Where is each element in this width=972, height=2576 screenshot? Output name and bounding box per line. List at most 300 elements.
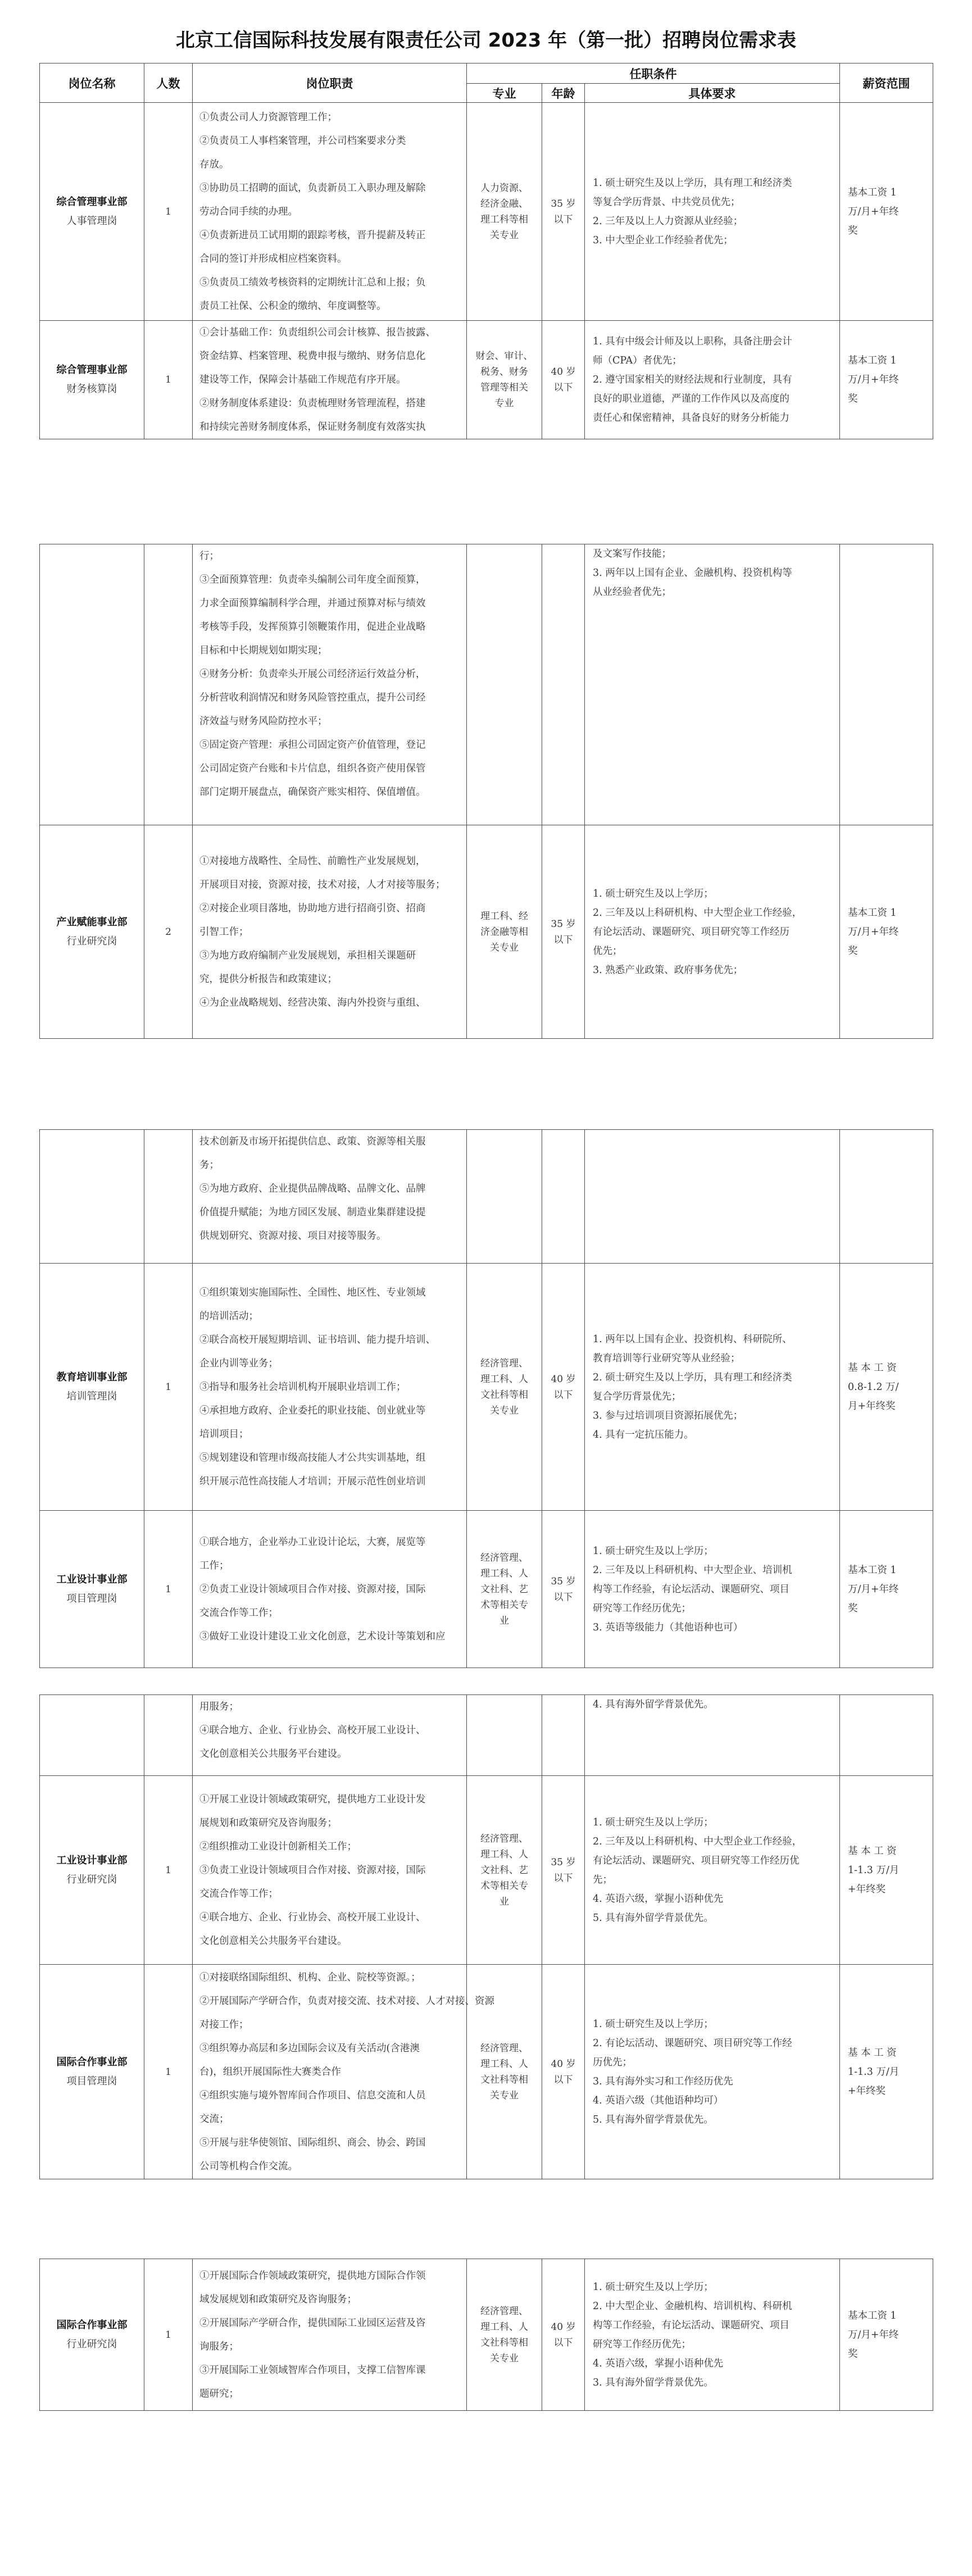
req-line: 有论坛活动、课题研究、项目研究等工作经历优 bbox=[593, 1855, 800, 1866]
age-cell bbox=[542, 825, 585, 1039]
major-cell bbox=[467, 1695, 542, 1776]
duty-line: ①联合地方，企业举办工业设计论坛，大赛，展览等 bbox=[199, 1536, 426, 1548]
major-line: 理工科、人 bbox=[480, 2058, 528, 2070]
req-line: 先； bbox=[593, 1874, 612, 1886]
req-line: 师（CPA）者优先； bbox=[593, 355, 682, 366]
major-line: 术等相关专 bbox=[480, 1880, 528, 1892]
req-line: 3. 具有海外留学背景优先。 bbox=[593, 2377, 714, 2388]
duty-line: ②负责工业设计领域项目合作对接、资源对接，国际 bbox=[199, 1583, 426, 1595]
req-line: 研究等工作经历优先； bbox=[593, 2338, 691, 2350]
position-cell bbox=[40, 1511, 144, 1668]
duty-line: 交流合作等工作； bbox=[199, 1607, 278, 1619]
duty-cell bbox=[193, 1695, 467, 1776]
position-cell bbox=[40, 103, 144, 321]
duty-line: 公司固定资产台账和卡片信息，组织各资产使用保管 bbox=[199, 763, 426, 774]
major-line: 文社科等相 bbox=[480, 2074, 528, 2086]
department-name: 教育培训事业部 bbox=[56, 1371, 128, 1383]
age-cell bbox=[542, 1695, 585, 1776]
requirements-cell bbox=[585, 1695, 840, 1776]
major-line: 文社科、艺 bbox=[480, 1864, 528, 1876]
duty-line: 域发展规划和政策研究及咨询服务； bbox=[199, 2293, 357, 2305]
requirements-cell bbox=[585, 1965, 840, 2179]
age-line: 35 岁 bbox=[551, 1575, 576, 1587]
duty-line: 劳动合同手续的办理。 bbox=[199, 206, 298, 217]
req-line: 3. 英语等级能力（其他语种也可） bbox=[593, 1621, 743, 1633]
count-cell bbox=[144, 1130, 193, 1264]
req-line: 1. 硕士研究生及以上学历； bbox=[593, 888, 714, 899]
major-line: 关专业 bbox=[490, 2352, 519, 2364]
major-line: 业 bbox=[499, 1615, 509, 1627]
post-name: 行业研究岗 bbox=[66, 935, 117, 947]
age-cell bbox=[542, 103, 585, 321]
requirements-cell bbox=[585, 1130, 840, 1264]
req-line: 历优先； bbox=[593, 2056, 632, 2068]
major-line: 关专业 bbox=[490, 942, 519, 953]
major-cell bbox=[467, 1130, 542, 1264]
table-row bbox=[40, 103, 933, 321]
major-cell bbox=[467, 321, 542, 439]
age-cell bbox=[542, 1264, 585, 1511]
department-name: 综合管理事业部 bbox=[56, 364, 128, 376]
requirements-cell bbox=[585, 1264, 840, 1511]
duty-line: 资金结算、档案管理、税费申报与缴纳、财务信息化 bbox=[199, 351, 426, 362]
duty-line: ④联合地方、企业、行业协会、高校开展工业设计、 bbox=[199, 1725, 426, 1736]
age-cell bbox=[542, 1965, 585, 2179]
post-name: 培训管理岗 bbox=[66, 1390, 117, 1402]
req-line: 构等工作经验，有论坛活动、课题研究、项目 bbox=[593, 2319, 789, 2331]
major-line: 业 bbox=[499, 1896, 509, 1907]
duty-line: ⑤开展与驻华使领馆、国际组织、商会、协会、跨国 bbox=[199, 2137, 426, 2148]
duty-line: 企业内训等业务； bbox=[199, 1357, 278, 1369]
department-name: 国际合作事业部 bbox=[56, 2319, 128, 2331]
document-title: 北京工信国际科技发展有限责任公司 2023 年（第一批）招聘岗位需求表 bbox=[175, 29, 797, 52]
job-table-section-2 bbox=[39, 544, 933, 1039]
major-line: 关专业 bbox=[490, 1405, 519, 1416]
salary-line: 基 本 工 资 bbox=[848, 2047, 897, 2059]
duty-line: ①开展工业设计领域政策研究，提供地方工业设计发 bbox=[199, 1793, 426, 1805]
duty-line: 开展项目对接，资源对接，技术对接，人才对接等服务； bbox=[199, 879, 446, 891]
post-name: 行业研究岗 bbox=[66, 1873, 117, 1886]
major-line: 理工科、人 bbox=[480, 2321, 528, 2333]
duty-line: ②对接企业项目落地，协助地方进行招商引资、招商 bbox=[199, 902, 426, 914]
req-line: 2. 三年及以上科研机构、中大型企业工作经验， bbox=[593, 907, 802, 919]
req-line: 3. 参与过培训项目资源拓展优先； bbox=[593, 1410, 743, 1421]
table-row bbox=[40, 1264, 933, 1511]
salary-line: 0.8-1.2 万/ bbox=[848, 1381, 899, 1393]
req-line: 有论坛活动、课题研究、项目研究等工作经历 bbox=[593, 926, 789, 938]
duty-line: 究，提供分析报告和政策建议； bbox=[199, 973, 337, 985]
req-line: 3. 具有海外实习和工作经历优先 bbox=[593, 2075, 733, 2087]
req-line: 5. 具有海外留学背景优先。 bbox=[593, 2114, 714, 2125]
duty-line: ④承担地方政府、企业委托的职业技能、创业就业等 bbox=[199, 1405, 426, 1416]
table-row bbox=[40, 825, 933, 1039]
salary-line: +年终奖 bbox=[848, 2085, 886, 2097]
department-name: 国际合作事业部 bbox=[56, 2056, 128, 2068]
major-cell bbox=[467, 2259, 542, 2411]
duty-line: ④财务分析：负责牵头开展公司经济运行效益分析， bbox=[199, 669, 426, 680]
duty-line: ①对接联络国际组织、机构、企业、院校等资源。； bbox=[199, 1971, 421, 1983]
header-duty: 岗位职责 bbox=[193, 63, 467, 103]
duty-line: 工作； bbox=[199, 1560, 229, 1571]
duty-line: ⑤负责员工绩效考核资料的定期统计汇总和上报；负 bbox=[199, 276, 426, 288]
req-line: 1. 两年以上国有企业、投资机构、科研院所、 bbox=[593, 1333, 792, 1345]
table-row bbox=[40, 1776, 933, 1965]
table-row bbox=[40, 1130, 933, 1264]
req-line: 2. 硕士研究生及以上学历，具有理工和经济类 bbox=[593, 1371, 792, 1383]
duty-line: 力求全面预算编制科学合理，并通过预算对标与绩效 bbox=[199, 598, 426, 609]
salary-cell bbox=[840, 1965, 933, 2179]
duty-line: 引智工作； bbox=[199, 926, 249, 938]
age-line: 40 岁 bbox=[551, 2058, 576, 2070]
count-cell: 1 bbox=[144, 1511, 193, 1668]
major-line: 关专业 bbox=[490, 2089, 519, 2101]
count-cell: 1 bbox=[144, 321, 193, 439]
position-cell bbox=[40, 2259, 144, 2411]
duty-line: 台)，组织开展国际性大赛类合作 bbox=[199, 2066, 341, 2078]
duty-line: ③组织筹办高层和多边国际会议及有关活动(含港澳 bbox=[199, 2042, 420, 2054]
req-line: 1. 硕士研究生及以上学历； bbox=[593, 1545, 714, 1557]
requirements-cell bbox=[585, 321, 840, 439]
duty-line: 织开展示范性高技能人才培训；开展示范性创业培训 bbox=[199, 1475, 426, 1487]
position-cell bbox=[40, 1264, 144, 1511]
duty-line: 展规划和政策研究及咨询服务； bbox=[199, 1817, 337, 1829]
major-line: 财会、审计、 bbox=[475, 351, 533, 362]
duty-cell bbox=[193, 1511, 467, 1668]
requirements-cell bbox=[585, 2259, 840, 2411]
major-cell bbox=[467, 1264, 542, 1511]
duty-line: ③为地方政府编制产业发展规划，承担相关课题研 bbox=[199, 949, 416, 961]
duty-line: ①会计基础工作：负责组织公司会计核算、报告披露、 bbox=[199, 327, 435, 338]
age-cell bbox=[542, 321, 585, 439]
duty-line: ①负责公司人力资源管理工作； bbox=[199, 111, 337, 123]
count-cell: 1 bbox=[144, 1776, 193, 1965]
header-conditions: 任职条件 bbox=[467, 63, 840, 84]
duty-line: 的培训活动； bbox=[199, 1310, 258, 1322]
salary-line: 万/月+年终 bbox=[848, 374, 899, 385]
age-line: 以下 bbox=[553, 2074, 573, 2086]
duty-line: ③负责工业设计领域项目合作对接、资源对接，国际 bbox=[199, 1864, 426, 1876]
major-line: 经济管理、 bbox=[480, 2042, 528, 2054]
req-line: 3. 两年以上国有企业、金融机构、投资机构等 bbox=[593, 567, 792, 579]
post-name: 行业研究岗 bbox=[66, 2338, 117, 2350]
duty-line: ②组织推动工业设计创新相关工作； bbox=[199, 1841, 357, 1852]
table-row bbox=[40, 1695, 933, 1776]
age-cell bbox=[542, 1511, 585, 1668]
duty-line: 询服务； bbox=[199, 2341, 239, 2352]
job-table-section-1 bbox=[39, 63, 933, 439]
department-name: 产业赋能事业部 bbox=[56, 916, 128, 928]
duty-cell bbox=[193, 1264, 467, 1511]
salary-line: 基本工资 1 bbox=[848, 1564, 897, 1576]
major-line: 税务、财务 bbox=[480, 366, 528, 378]
req-line: 构等工作经验，有论坛活动、课题研究、项目 bbox=[593, 1583, 789, 1595]
salary-line: 基 本 工 资 bbox=[848, 1845, 897, 1857]
req-line: 优先； bbox=[593, 945, 623, 957]
req-line: 4. 英语六级，掌握小语种优先 bbox=[593, 2357, 724, 2369]
major-line: 专业 bbox=[494, 398, 514, 409]
age-line: 以下 bbox=[553, 2337, 573, 2348]
age-line: 以下 bbox=[553, 1872, 573, 1884]
req-line: 从业经验者优先； bbox=[593, 587, 671, 598]
table-row bbox=[40, 1511, 933, 1668]
post-name: 项目管理岗 bbox=[66, 1592, 117, 1605]
major-line: 人力资源、 bbox=[480, 182, 528, 194]
duty-line: ②负责员工人事档案管理，并公司档案要求分类 bbox=[199, 135, 406, 147]
duty-line: ②开展国际产学研合作，提供国际工业园区运营及咨 bbox=[199, 2317, 426, 2329]
salary-line: 万/月+年终 bbox=[848, 1583, 899, 1595]
requirements-cell bbox=[585, 103, 840, 321]
duty-line: ⑤为地方政府、企业提供品牌战略、品牌文化、品牌 bbox=[199, 1183, 426, 1194]
salary-cell bbox=[840, 2259, 933, 2411]
count-cell bbox=[144, 1695, 193, 1776]
duty-line: ③协助员工招聘的面试，负责新员工入职办理及解除 bbox=[199, 182, 426, 194]
major-line: 理工科等相 bbox=[480, 213, 528, 225]
duty-line: ①组织策划实施国际性、全国性、地区性、专业领域 bbox=[199, 1287, 426, 1298]
duty-cell bbox=[193, 544, 467, 825]
salary-cell bbox=[840, 1776, 933, 1965]
major-line: 经济管理、 bbox=[480, 1552, 528, 1564]
age-line: 40 岁 bbox=[551, 366, 576, 378]
duty-line: 价值提升赋能；为地方园区发展、制造业集群建设提 bbox=[199, 1207, 426, 1218]
duty-line: 培训项目； bbox=[199, 1428, 249, 1440]
count-cell: 1 bbox=[144, 1965, 193, 2179]
salary-line: 基 本 工 资 bbox=[848, 1362, 897, 1374]
post-name: 财务核算岗 bbox=[66, 383, 117, 395]
position-cell bbox=[40, 1130, 144, 1264]
duty-line: 用服务； bbox=[199, 1701, 239, 1712]
age-line: 35 岁 bbox=[551, 198, 576, 210]
major-line: 经济管理、 bbox=[480, 2305, 528, 2317]
req-line: 及文案写作技能； bbox=[593, 548, 671, 560]
job-table-section-5 bbox=[39, 2259, 933, 2411]
requirements-cell bbox=[585, 544, 840, 825]
major-line: 经济管理、 bbox=[480, 1357, 528, 1369]
count-cell bbox=[144, 544, 193, 825]
req-line: 2. 三年及以上科研机构、中大型企业、培训机 bbox=[593, 1564, 792, 1576]
duty-line: 和持续完善财务制度体系，保证财务制度有效落实执 bbox=[199, 421, 426, 433]
age-line: 35 岁 bbox=[551, 1856, 576, 1868]
header-position: 岗位名称 bbox=[40, 63, 144, 103]
position-cell bbox=[40, 1695, 144, 1776]
department-name: 工业设计事业部 bbox=[56, 1573, 128, 1585]
duty-line: 部门定期开展盘点，确保资产账实相符、保值增值。 bbox=[199, 787, 426, 798]
major-line: 经济金融、 bbox=[480, 198, 528, 210]
duty-line: 交流合作等工作； bbox=[199, 1888, 278, 1900]
major-line: 经济管理、 bbox=[480, 1833, 528, 1844]
salary-line: 月+年终奖 bbox=[848, 1400, 896, 1412]
age-line: 35 岁 bbox=[551, 918, 576, 930]
duty-line: ②开展国际产学研合作，负责对接交流、技术对接、人才对接、资源 bbox=[199, 1995, 494, 2007]
major-line: 理工科、人 bbox=[480, 1848, 528, 1860]
header-major: 专业 bbox=[467, 84, 542, 103]
major-line: 文社科、艺 bbox=[480, 1583, 528, 1595]
duty-line: ①开展国际合作领域政策研究，提供地方国际合作领 bbox=[199, 2270, 426, 2282]
duty-line: 济效益与财务风险防控水平； bbox=[199, 716, 328, 727]
duty-line: 公司等机构合作交流。 bbox=[199, 2160, 298, 2172]
age-line: 40 岁 bbox=[551, 2321, 576, 2333]
duty-line: ①对接地方战略性、全局性、前瞻性产业发展规划， bbox=[199, 855, 426, 867]
duty-line: ②联合高校开展短期培训、证书培训、能力提升培训、 bbox=[199, 1334, 435, 1346]
duty-line: 分析营收利润情况和财务风险管控重点，提升公司经 bbox=[199, 692, 426, 703]
req-line: 责任心和保密精神，具备良好的财务分析能力 bbox=[593, 412, 789, 424]
age-cell bbox=[542, 544, 585, 825]
duty-line: 责员工社保、公积金的缴纳、年度调整等。 bbox=[199, 300, 387, 312]
salary-line: 基本工资 1 bbox=[848, 907, 897, 919]
duty-line: ③做好工业设计建设工业文化创意，艺术设计等策划和应 bbox=[199, 1630, 446, 1642]
duty-cell bbox=[193, 825, 467, 1039]
salary-cell bbox=[840, 825, 933, 1039]
duty-line: 对接工作； bbox=[199, 2019, 249, 2030]
salary-cell bbox=[840, 1130, 933, 1264]
req-line: 4. 英语六级（其他语种均可） bbox=[593, 2095, 724, 2106]
age-line: 以下 bbox=[553, 934, 573, 946]
duty-line: 行； bbox=[199, 551, 219, 562]
duty-cell bbox=[193, 1776, 467, 1965]
header-count: 人数 bbox=[144, 63, 193, 103]
salary-line: 奖 bbox=[848, 1602, 858, 1614]
salary-cell bbox=[840, 1511, 933, 1668]
req-line: 1. 硕士研究生及以上学历； bbox=[593, 2018, 714, 2030]
duty-line: 文化创意相关公共服务平台建设。 bbox=[199, 1748, 347, 1760]
salary-line: 基本工资 1 bbox=[848, 187, 897, 198]
table-row bbox=[40, 2259, 933, 2411]
salary-line: 基本工资 1 bbox=[848, 355, 897, 366]
req-line: 教育培训等行业研究等从业经验； bbox=[593, 1352, 741, 1364]
req-line: 2. 遵守国家相关的财经法规和行业制度，具有 bbox=[593, 374, 792, 385]
duty-line: 供规划研究、资源对接、项目对接等服务。 bbox=[199, 1230, 387, 1242]
duty-line: ④负责新进员工试用期的跟踪考核，晋升提薪及转正 bbox=[199, 229, 426, 241]
salary-line: 万/月+年终 bbox=[848, 926, 899, 938]
age-line: 40 岁 bbox=[551, 1373, 576, 1385]
req-line: 4. 具有海外留学背景优先。 bbox=[593, 1699, 714, 1710]
salary-line: 奖 bbox=[848, 2348, 858, 2360]
duty-line: 考核等手段，发挥预算引领鞭策作用，促进企业战略 bbox=[199, 621, 426, 633]
duty-cell bbox=[193, 103, 467, 321]
duty-line: ⑤规划建设和管理市级高技能人才公共实训基地，组 bbox=[199, 1452, 426, 1464]
major-cell bbox=[467, 1776, 542, 1965]
job-table-section-4 bbox=[39, 1694, 933, 2179]
req-line: 1. 硕士研究生及以上学历； bbox=[593, 2281, 714, 2293]
requirements-cell bbox=[585, 825, 840, 1039]
duty-line: ④组织实施与境外智库间合作项目、信息交流和人员 bbox=[199, 2089, 426, 2101]
salary-line: 1-1.3 万/月 bbox=[848, 1864, 900, 1876]
duty-cell bbox=[193, 321, 467, 439]
major-line: 管理等相关 bbox=[480, 382, 528, 393]
salary-line: 奖 bbox=[848, 225, 858, 237]
count-cell: 1 bbox=[144, 1264, 193, 1511]
count-cell: 2 bbox=[144, 825, 193, 1039]
position-cell bbox=[40, 1965, 144, 2179]
duty-line: 建设等工作，保障会计基础工作规范有序开展。 bbox=[199, 374, 406, 385]
age-line: 以下 bbox=[553, 213, 573, 225]
duty-line: ④联合地方、企业、行业协会、高校开展工业设计、 bbox=[199, 1911, 426, 1923]
post-name: 项目管理岗 bbox=[66, 2075, 117, 2087]
header-requirements: 具体要求 bbox=[585, 84, 840, 103]
req-line: 复合学历背景优先； bbox=[593, 1391, 682, 1402]
major-line: 理工科、经 bbox=[480, 910, 528, 922]
req-line: 4. 具有一定抗压能力。 bbox=[593, 1429, 694, 1441]
major-line: 术等相关专 bbox=[480, 1599, 528, 1611]
salary-cell bbox=[840, 1695, 933, 1776]
position-cell bbox=[40, 544, 144, 825]
req-line: 3. 中大型企业工作经验者优先； bbox=[593, 234, 733, 246]
req-line: 良好的职业道德，严谨的工作作风以及高度的 bbox=[593, 393, 789, 405]
age-line: 以下 bbox=[553, 382, 573, 393]
salary-cell bbox=[840, 544, 933, 825]
req-line: 2. 有论坛活动、课题研究、项目研究等工作经 bbox=[593, 2037, 792, 2049]
header-salary: 薪资范围 bbox=[840, 63, 933, 103]
salary-line: +年终奖 bbox=[848, 1883, 886, 1895]
salary-line: 万/月+年终 bbox=[848, 2329, 899, 2341]
major-line: 文社科等相 bbox=[480, 2337, 528, 2348]
position-cell bbox=[40, 825, 144, 1039]
position-cell bbox=[40, 1776, 144, 1965]
age-line: 以下 bbox=[553, 1591, 573, 1603]
major-line: 文社科等相 bbox=[480, 1389, 528, 1401]
age-cell bbox=[542, 1130, 585, 1264]
age-cell bbox=[542, 2259, 585, 2411]
duty-line: ③全面预算管理：负责牵头编制公司年度全面预算， bbox=[199, 574, 426, 585]
salary-cell bbox=[840, 1264, 933, 1511]
major-cell bbox=[467, 825, 542, 1039]
duty-line: 合同的签订并形成相应档案资料。 bbox=[199, 253, 347, 265]
req-line: 1. 具有中级会计师及以上职称，具备注册会计 bbox=[593, 336, 792, 347]
major-line: 济金融等相 bbox=[480, 926, 528, 938]
salary-line: 1-1.3 万/月 bbox=[848, 2066, 900, 2078]
salary-line: 万/月+年终 bbox=[848, 206, 899, 217]
department-name: 综合管理事业部 bbox=[56, 196, 128, 208]
header-age: 年龄 bbox=[542, 84, 585, 103]
duty-cell bbox=[193, 1965, 494, 2179]
salary-line: 奖 bbox=[848, 393, 858, 405]
table-row bbox=[40, 544, 933, 825]
requirements-cell bbox=[585, 1776, 840, 1965]
req-line: 2. 中大型企业、金融机构、培训机构、科研机 bbox=[593, 2300, 792, 2312]
duty-line: 文化创意相关公共服务平台建设。 bbox=[199, 1935, 347, 1947]
salary-cell bbox=[840, 103, 933, 321]
post-name: 人事管理岗 bbox=[66, 215, 117, 227]
major-line: 理工科、人 bbox=[480, 1373, 528, 1385]
major-cell bbox=[467, 103, 542, 321]
duty-line: 务； bbox=[199, 1160, 219, 1171]
req-line: 等复合学历背景、中共党员优先； bbox=[593, 196, 741, 208]
count-cell: 1 bbox=[144, 103, 193, 321]
table-row bbox=[40, 321, 933, 439]
major-cell bbox=[467, 1511, 542, 1668]
age-cell bbox=[542, 1776, 585, 1965]
duty-line: 题研究； bbox=[199, 2388, 239, 2400]
duty-line: 交流； bbox=[199, 2113, 229, 2125]
req-line: 4. 英语六级，掌握小语种优先 bbox=[593, 1893, 724, 1905]
major-line: 关专业 bbox=[490, 229, 519, 241]
req-line: 1. 硕士研究生及以上学历； bbox=[593, 1816, 714, 1828]
salary-cell bbox=[840, 321, 933, 439]
age-line: 以下 bbox=[553, 1389, 573, 1401]
duty-line: 存放。 bbox=[199, 158, 229, 170]
duty-line: ③指导和服务社会培训机构开展职业培训工作； bbox=[199, 1381, 406, 1393]
department-name: 工业设计事业部 bbox=[56, 1854, 128, 1866]
requirements-cell bbox=[585, 1511, 840, 1668]
duty-cell bbox=[193, 1130, 467, 1264]
duty-line: ③开展国际工业领域智库合作项目，支撑工信智库课 bbox=[199, 2364, 426, 2376]
duty-line: 技术创新及市场开拓提供信息、政策、资源等相关服 bbox=[199, 1136, 426, 1147]
salary-line: 基本工资 1 bbox=[848, 2310, 897, 2321]
duty-line: ②财务制度体系建设：负责梳理财务管理流程，搭建 bbox=[199, 398, 426, 409]
duty-cell bbox=[193, 2259, 467, 2411]
req-line: 2. 三年及以上人力资源从业经验； bbox=[593, 215, 743, 227]
salary-line: 奖 bbox=[848, 945, 858, 957]
major-cell bbox=[467, 544, 542, 825]
